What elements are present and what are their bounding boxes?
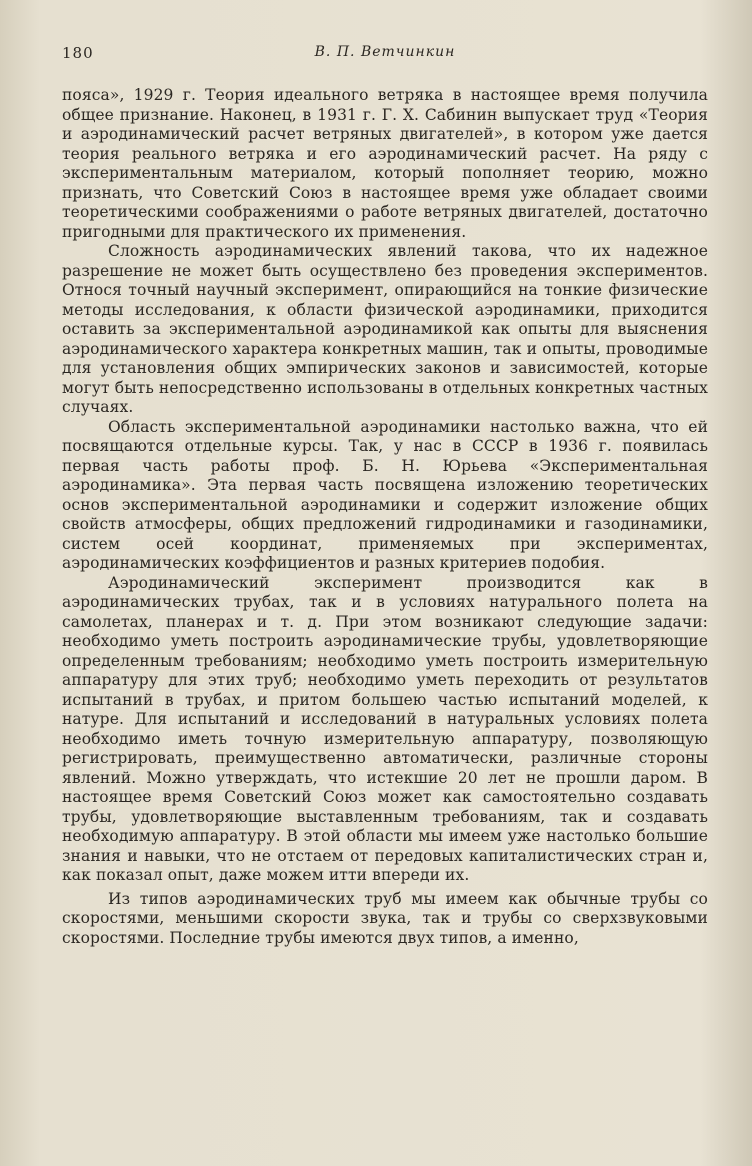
page-number: 180: [62, 44, 94, 62]
paragraph-2: Сложность аэродинамических явлений такова, что их надежное разрешение не может быть осуществлено без проведения экспериментов. Относя точный научный эксперимент, опирающийся на тонкие физические методы исследования, к области физической аэродинамики, приходится оставить за экспериментальной аэродинамикой как опыты для выяснения аэродинамического характера конкретных машин, так и опыты, проводимые для установления общих эмпирических законов и зависимостей, которые могут быть непосредственно использованы в отдельных конкретных частных случаях.: [62, 242, 708, 416]
running-head: В. П. Ветчинкин: [314, 44, 456, 60]
paragraph-3: Область экспериментальной аэродинамики настолько важна, что ей посвящаются отдельные курсы. Так, у нас в СССР в 1936 г. появилась первая часть работы проф. Б. Н. Юрьева «Экспериментальная аэродинамика». Эта первая часть посвящена изложению теоретических основ экспериментальной аэродинамики и содержит изложение общих свойств атмосферы, общих предложений гидродинамики и газодинамики, систем осей координат, применяемых при экспериментах, аэродинамических коэффициентов и разных критериев подобия.: [62, 417, 708, 572]
paragraph-5: Из типов аэродинамических труб мы имеем как обычные трубы со скоростями, меньшими скорости звука, так и трубы со сверхзвуковыми скоростями. Последние трубы имеются двух типов, а именно,: [62, 889, 708, 947]
paragraph-1: пояса», 1929 г. Теория идеального ветряка в настоящее время получила общее признание. Наконец, в 1931 г. Г. Х. Сабинин выпускает труд «Теория и аэродинамический расчет ветряных двигателей», в котором уже дается теория реального ветряка и его аэродинамический расчет. На ряду с экспериментальным материалом, который пополняет теорию, можно признать, что Советский Союз в настоящее время уже обладает своими теоретическими соображениями о работе ветряных двигателей, достаточно пригодными для практического их применения.: [62, 86, 708, 241]
page-header: [62, 44, 708, 68]
paragraph-4: Аэродинамический эксперимент производится как в аэродинамических трубах, так и в условиях натурального полета на самолетах, планерах и т. д. При этом возникают следующие задачи: необходимо уметь построить аэродинамические трубы, удовлетворяющие определенным требованиям; необходимо уметь построить измерительную аппаратуру для этих труб; необходимо уметь переходить от результатов испытаний в трубах, и притом большею частью испытаний моделей, к натуре. Для испытаний и исследований в натуральных условиях полета необходимо иметь точную измерительную аппаратуру, позволяющую регистрировать, преимущественно автоматически, различные стороны явлений. Можно утверждать, что истекшие 20 лет не прошли даром. В настоящее время Советский Союз может как самостоятельно создавать трубы, удовлетворяющие выставленным требованиям, так и создавать необходимую аппаратуру. В этой области мы имеем уже настолько большие знания и навыки, что не отстаем от передовых капиталистических стран и, как показал опыт, даже можем итти впереди их.: [62, 573, 708, 884]
body-text: [62, 86, 708, 948]
